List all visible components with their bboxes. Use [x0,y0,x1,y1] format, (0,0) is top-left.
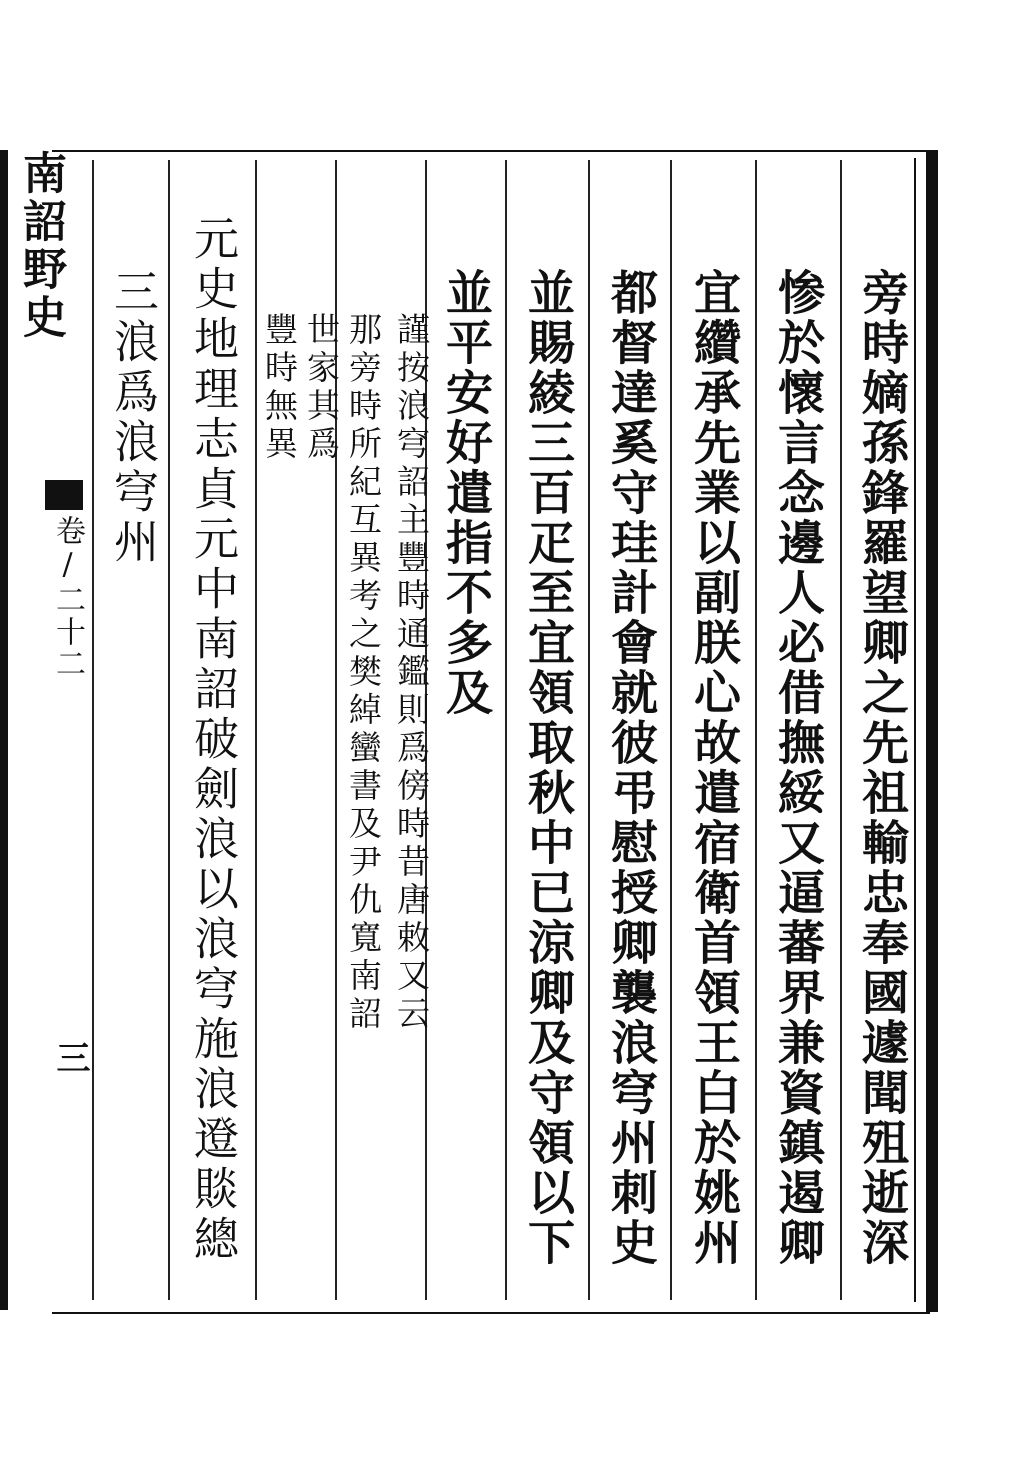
citation-column: 元史地理志貞元中南詔破劍浪以浪穹施浪邆賧總 [186,215,239,1265]
text-column: 惨於懷言念邊人必借撫綏又逼蕃界兼資鎮遏卿 [770,268,825,1268]
annotation-line: 世家其爲 [302,312,341,464]
column-rule [168,160,170,1300]
text-column: 旁時嫡孫鋒羅望卿之先祖輸忠奉國遽聞殂逝深 [854,268,909,1268]
margin-fishtail-mark [45,480,83,510]
text-column: 都督達奚守珪計會就彼弔慰授卿襲浪穹州刺史 [603,268,658,1268]
annotation-line: 謹按浪穹詔主豐時通鑑則爲傍時昔唐敕又云 [392,312,431,1034]
volume-label: 卷/二十二 [50,515,85,680]
annotation-line: 豐時無異 [260,312,299,464]
column-rule [505,160,507,1300]
column-rule [755,160,757,1300]
folio-number: 三 [50,1040,90,1074]
book-title: 南詔野史 [15,150,66,342]
column-rule [670,160,672,1300]
column-rule [840,160,842,1300]
citation-column: 三浪爲浪穹州 [106,268,159,568]
column-rule [588,160,590,1300]
annotation-line: 那旁時所紀互異考之樊綽蠻書及尹仇寬南詔 [344,312,383,1034]
page-frame-right-border [926,150,938,1312]
text-column: 並賜綾三百疋至宜領取秋中已涼卿及守領以下 [520,268,575,1268]
text-column: 宜纘承先業以副朕心故遣宿衛首領王白於姚州 [686,268,741,1268]
text-column: 並平安好遣指不多及 [438,268,493,718]
